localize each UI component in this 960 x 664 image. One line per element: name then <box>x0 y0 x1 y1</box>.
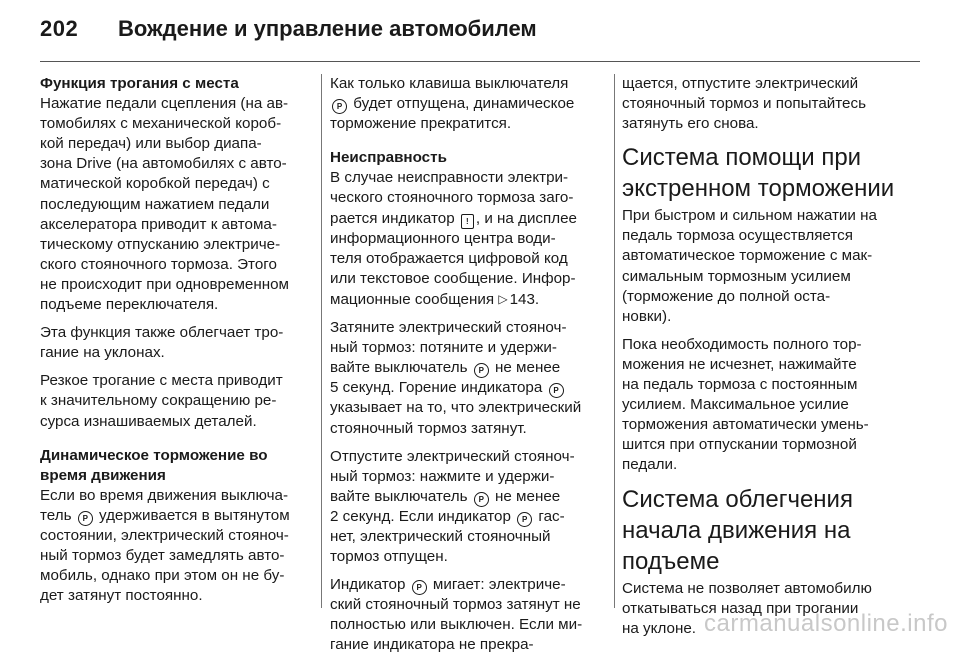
text-line: тическому отпусканию электриче- <box>40 235 281 253</box>
text-line: дет затянут постоянно. <box>40 587 203 605</box>
column-divider-2 <box>614 74 615 608</box>
text-line: ный тормоз: нажмите и удержи- <box>330 467 555 485</box>
text-line: полностью или выключен. Если ми- <box>330 616 583 634</box>
text-line: можения не исчезнет, нажимайте <box>622 355 857 373</box>
text-line: теля отображается цифровой код <box>330 249 568 267</box>
text-line: Система не позволяет автомобилю <box>622 579 872 597</box>
section-malfunction <box>330 148 602 310</box>
page-number: 202 <box>40 16 79 41</box>
text-line: информационного центра води- <box>330 229 556 247</box>
text-line: Затяните электрический стояноч- <box>330 319 567 337</box>
text-line: не происходит при одновременном <box>40 275 289 293</box>
text-line: автоматическое торможение с мак- <box>622 247 873 265</box>
text-line: Если во время движения выключа- <box>40 486 288 504</box>
text-line: усилием. Максимальное усилие <box>622 396 849 414</box>
text-line: новки). <box>622 307 672 325</box>
text-line: откатываться назад при трогании <box>622 599 859 617</box>
text-line: на педаль тормоза с постоянным <box>622 376 858 394</box>
heading-line: Система облегчения <box>622 485 853 513</box>
parking-brake-icon: P <box>332 99 347 114</box>
parking-brake-icon: P <box>474 363 489 378</box>
parking-brake-icon: P <box>412 580 427 595</box>
section-dynamic-braking <box>40 446 312 607</box>
text-line: шится при отпускании тормозной <box>622 436 857 454</box>
text-line: тель P удерживается в вытянутом <box>40 506 290 524</box>
parking-brake-icon: P <box>474 492 489 507</box>
text-line: гание на уклонах. <box>40 344 165 362</box>
page-reference-arrow-icon: ▷ <box>498 291 508 306</box>
text-line: нет, электрический стояночный <box>330 527 551 545</box>
parking-brake-icon: P <box>517 512 532 527</box>
text-line: 2 секунд. Если индикатор P гас- <box>330 507 565 525</box>
text-line: симальным тормозным усилием <box>622 267 851 285</box>
header-divider <box>40 61 920 62</box>
text-line: томобилях с механической короб- <box>40 115 282 133</box>
column-3 <box>622 74 912 647</box>
text-line: рается индикатор ! , и на дисплее <box>330 209 578 227</box>
text-line: гание индикатора не прекра- <box>330 636 534 654</box>
section-heading-emergency-brake-assist <box>622 142 912 204</box>
text-line: затянуть его снова. <box>622 115 759 133</box>
text-line: ный тормоз: потяните и удержи- <box>330 339 557 357</box>
text-line: на уклоне. <box>622 619 696 637</box>
text-line: стояночный тормоз и попытайтесь <box>622 95 867 113</box>
text-line: зона Drive (на автомобилях с авто- <box>40 155 287 173</box>
column-1 <box>40 74 312 614</box>
paragraph <box>330 447 602 568</box>
text-line: педаль тормоза осуществляется <box>622 227 853 245</box>
text-line: 5 секунд. Горение индикатора P <box>330 378 602 398</box>
text-line: матической коробкой передач) с <box>40 175 270 193</box>
text-line: к значительному сокращению ре- <box>40 392 277 410</box>
text-line: Нажатие педали сцепления (на ав- <box>40 95 289 113</box>
text-line: торможения автоматически умень- <box>622 416 869 434</box>
section-heading-hill-start-assist <box>622 484 912 577</box>
paragraph <box>622 335 912 476</box>
text-line: мационные сообщения ▷ 143. <box>330 290 540 308</box>
text-line: ческого стояночного тормоза заго- <box>330 189 574 207</box>
text-line: Резкое трогание с места приводит <box>40 372 283 390</box>
paragraph <box>330 74 602 134</box>
text-line: подъеме переключателя. <box>40 296 219 314</box>
text-line: (торможение до полной оста- <box>622 287 831 305</box>
text-line: акселератора приводит к автома- <box>40 215 277 233</box>
page-header <box>40 16 920 50</box>
text-line: кой передач) или выбор диапа- <box>40 135 262 153</box>
text-line: состоянии, электрический стояноч- <box>40 526 289 544</box>
section-start-function <box>40 74 312 315</box>
text-line: При быстром и сильном нажатии на <box>622 207 877 225</box>
text-line: вайте выключатель P не менее <box>330 359 561 377</box>
heading-line: Система помощи при <box>622 144 862 172</box>
text-line: P будет отпущена, динамическое <box>330 94 602 114</box>
text-line: указывает на то, что электрический <box>330 399 582 417</box>
section-heading: Неисправность <box>330 149 447 167</box>
parking-brake-icon: P <box>549 383 564 398</box>
paragraph <box>330 318 602 439</box>
brake-warning-icon: ! <box>461 214 474 229</box>
text-line: Отпустите электрический стояноч- <box>330 447 575 465</box>
text-line: Эта функция также облегчает тро- <box>40 324 284 342</box>
text-line: или текстовое сообщение. Инфор- <box>330 269 576 287</box>
text-line: ского стояночного тормоза. Этого <box>40 255 277 273</box>
text-line: Пока необходимость полного тор- <box>622 335 862 353</box>
text-line: мобиль, однако при этом он не бу- <box>40 567 285 585</box>
text-line: тормоз отпущен. <box>330 548 448 566</box>
section-heading: время движения <box>40 466 166 484</box>
text-line: вайте выключатель P не менее <box>330 487 561 505</box>
text-line: В случае неисправности электри- <box>330 169 569 187</box>
text-line: педали. <box>622 456 678 474</box>
page-title: Вождение и управление автомобилем <box>118 16 537 41</box>
text-line: стояночный тормоз затянут. <box>330 419 527 437</box>
watermark: carmanualsonline.info <box>704 610 948 637</box>
column-2 <box>330 74 602 664</box>
paragraph <box>40 323 312 363</box>
column-divider-1 <box>321 74 322 608</box>
section-heading: Функция трогания с места <box>40 75 239 92</box>
text-line: ский стояночный тормоз затянут не <box>330 596 581 614</box>
heading-line: экстренном торможении <box>622 175 895 203</box>
text-line: щается, отпустите электрический <box>622 75 859 92</box>
text-line: ный тормоз будет замедлять авто- <box>40 547 285 565</box>
paragraph <box>622 74 912 134</box>
page-reference[interactable]: 143 <box>509 290 535 308</box>
text-line: последующим нажатием педали <box>40 195 270 213</box>
text-line: Как только клавиша выключателя <box>330 75 569 92</box>
paragraph <box>330 575 602 655</box>
paragraph <box>40 371 312 431</box>
heading-line: подъеме <box>622 547 720 575</box>
heading-line: начала движения на <box>622 516 851 544</box>
text-line: торможение прекратится. <box>330 115 512 133</box>
section-heading: Динамическое торможение во <box>40 446 268 464</box>
text-line: сурса изнашиваемых деталей. <box>40 412 257 430</box>
parking-brake-icon: P <box>78 511 93 526</box>
text-line: Индикатор P мигает: электриче- <box>330 576 566 594</box>
paragraph <box>622 206 912 327</box>
